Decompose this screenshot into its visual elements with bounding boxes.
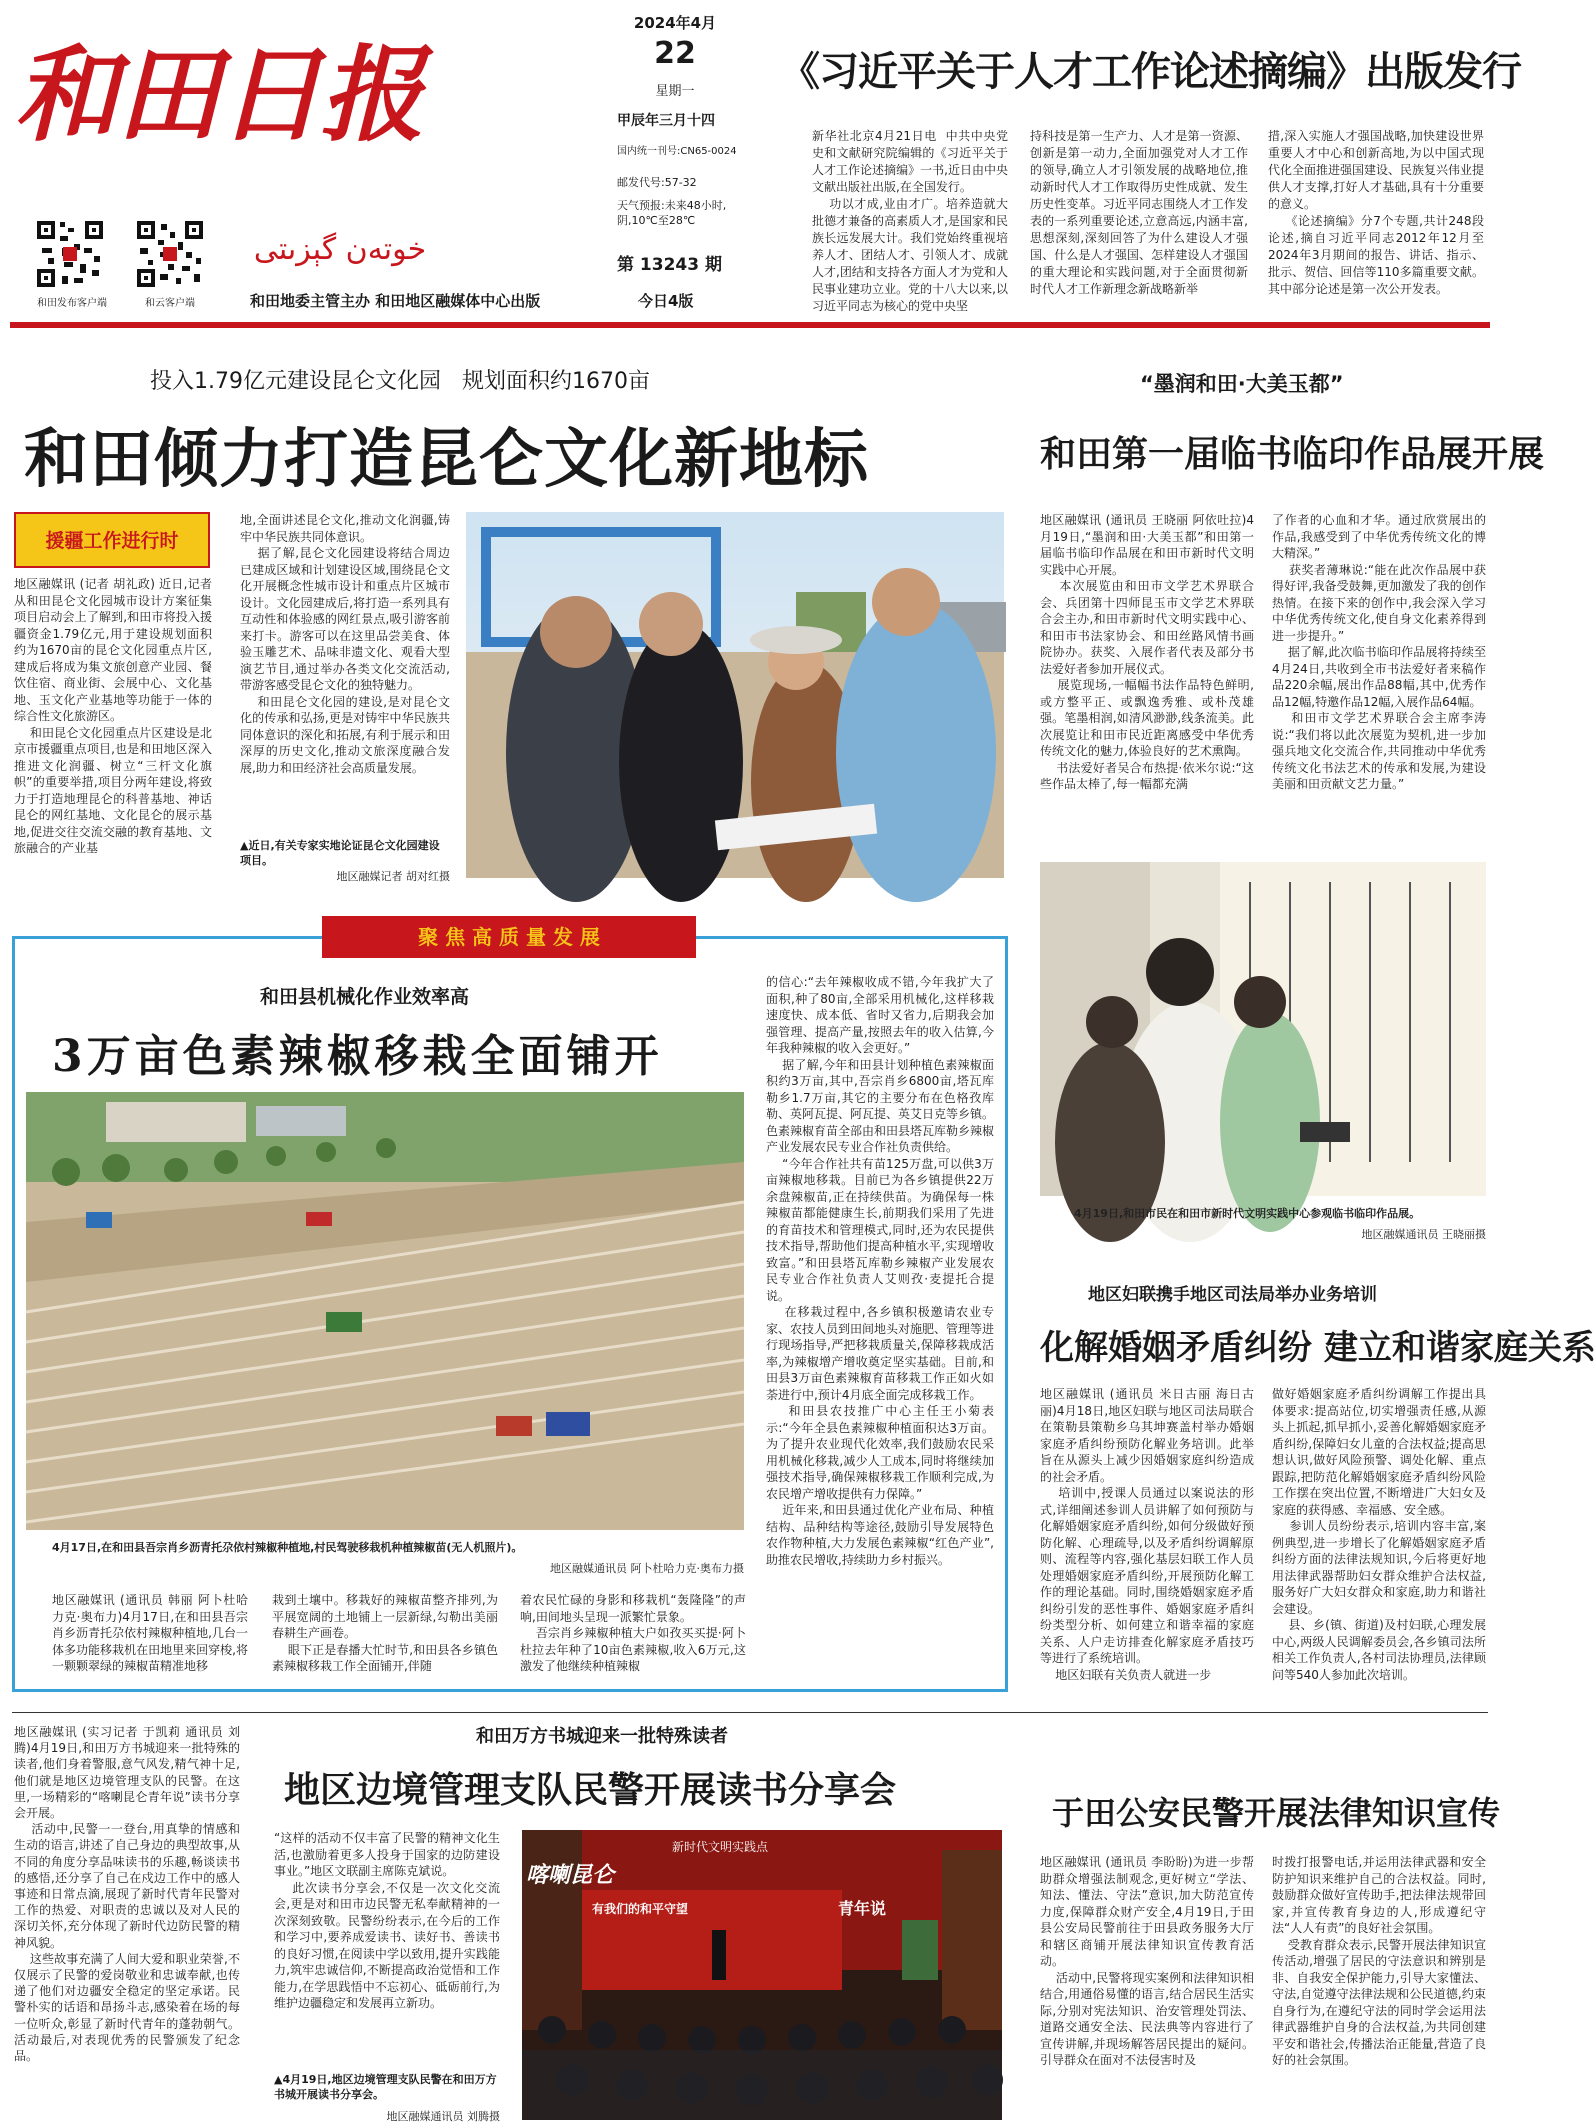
qr-label-2: 和云客户端 [145,298,195,309]
screen-text-karakoram: 喀喇昆仑 [526,1863,615,1888]
masthead-sponsor: 和田地委主管主办 和田地区融媒体中心出版 [250,292,541,310]
marriage-col-1: 地区融媒讯 (通讯员 米日古丽 海日古丽)4月18日,地区妇联与地区司法局联合在策勒县策勒乡乌其坤赛盖村举办婚姻家庭矛盾纠纷预防化解业务培训。此举旨在从源头上减少因婚姻家庭纠纷造成的社会矛盾。 培训中,授课人员通过以案说法的形式,详细阐述参训人员讲解了如何预防与化解婚姻家庭矛盾纠纷,如何分级做好预防化解、心理疏导,以及矛盾纠纷调解原则、流程等内容,强化基层妇联工作人员处理婚姻家庭矛盾纠纷,开展预防化解工作的理论基础。同时,围绕婚姻家庭矛盾纠纷引发的恶性事件、婚姻家庭矛盾纠纷类型分析、如何建立和谐幸福的家庭关系、人户走访排查化解家庭矛盾技巧等进行了系统培训。 地区妇联有关负责人就进一步 [1040,1387,1254,1682]
lead-col-1: 新华社北京4月21日电 中共中央党史和文献研究院编辑的《习近平关于人才工作论述摘编》一书,近日由中央文献出版社出版,在全国发行。 功以才成,业由才广。培养造就大批德才兼备的高素质人才,是国家和民族长远发展大计。我们党始终重视培养人才、团结人才、引领人才、成就人才,团结和支持各方面人才为党和人民事业建功立业。党的十八大以来,以习近平同志为核心的党中央坚 [812,129,1008,313]
weather: 天气预报:未来48小时,阴,10℃至28℃ [617,199,727,227]
pepper-field-photo [26,1092,744,1530]
calligraphy-subtitle: “墨润和田·大美玉都” [1140,372,1344,396]
kunlun-photo-credit: 地区融媒记者 胡对红摄 [336,870,450,883]
kunlun-headline: 和田倾力打造昆仑文化新地标 [24,422,869,497]
kunlun-site-photo [466,512,1004,878]
marriage-headline: 化解婚姻矛盾纠纷 建立和谐家庭关系 [1040,1328,1596,1368]
issue-number: 第 13243 期 [617,255,722,275]
pepper-photo-credit: 地区融媒通讯员 阿卜杜哈力克·奥布力摄 [550,1562,744,1575]
reading-event-photo [522,1830,1002,2120]
pepper-bottom-2: 栽到土壤中。移栽好的辣椒苗整齐排列,为平展宽阔的土地铺上一层新绿,勾勒出美丽春耕生产画卷。 眼下正是春播大忙时节,和田县各乡镇色素辣椒移栽工作全面铺开,伴随 [272,1593,498,1673]
cn-number: 国内统一刊号:CN65-0024 [617,146,737,157]
qr-code-hetian-release[interactable] [34,218,106,290]
marriage-subtitle: 地区妇联携手地区司法局举办业务培训 [1088,1285,1377,1305]
screen-text-practice-point: 新时代文明实践点 [672,1840,769,1854]
pepper-bottom-1: 地区融媒讯 (通讯员 韩丽 阿卜杜哈力克·奥布力)4月17日,在和田县吾宗肖乡沥青托尕依村辣椒种植地,几台一体多功能移栽机在田地里来回穿梭,将一颗颗翠绿的辣椒苗精准地移 [52,1593,248,1673]
date-year-month: 2024年4月 [633,14,717,32]
pages-today: 今日4版 [638,292,694,310]
reading-subtitle: 和田万方书城迎来一批特殊读者 [476,1726,728,1747]
postal-code: 邮发代号:57-32 [617,176,697,189]
reading-caption: ▲4月19日,地区边境管理支队民警在和田万方书城开展读书分享会。 [274,2073,497,2101]
kunlun-col-1: 地区融媒讯 (记者 胡礼政) 近日,记者从和田昆仑文化园城市设计方案征集项目启动会上了解到,和田市将投入援疆资金1.79亿元,用于建设规划面积约为1670亩的昆仑文化园重点片区,建成后将成为集文旅创意产业园、餐饮住宿、商业街、会展中心、文化基地、玉文化产业基地等功能于一体的综合性文化旅游区。 和田昆仑文化园重点片区建设是北京市援疆重点项目,也是和田地区深入推进文化润疆、树立“三杆文化旗帜”的重要举措,项目分两年建设,将致力于打造地理昆仑的科普基地、神话昆仑的网红基地、文化昆仑的展示基地,促进交往交流交融的教育基地、文旅融合的产业基 [14,577,212,855]
calligraphy-col-2: 了作者的心血和才华。通过欣赏展出的作品,我感受到了中华优秀传统文化的博大精深。” 获奖者薄琳说:“能在此次作品展中获得好评,我备受鼓舞,更加激发了我的创作热情。在接下来的创作中,我会深入学习中华优秀传统文化,使自身文化素养得到进一步提升。” 据了解,此次临书临印作品展将持续至4月24日,共收到全市书法爱好者来稿作品220余幅,展出作品88幅,其中,优秀作品12幅,特邀作品12幅,入展作品64幅。 和田市文学艺术界联合会主席李涛说:“我们将以此次展览为契机,进一步加强兵地文化交流合作,共同推动中华优秀传统文化书法艺术的传承和发展,为建设美丽和田贡献文艺力量。” [1272,513,1486,791]
calligraphy-col-1: 地区融媒讯 (通讯员 王晓丽 阿依吐拉)4月19日,“墨润和田·大美玉都”和田第一届临书临印作品展在和田市新时代文明实践中心开展。 本次展览由和田市文学艺术界联合会、兵团第十四师昆玉市文学艺术界联合会主办,和田市新时代文明实践中心、和田市书法家协会、和田丝路风情书画院协办。获奖、入展作者代表及部分书法爱好者参加开展仪式。 展览现场,一幅幅书法作品特色鲜明,或方整平正、或飘逸秀雅、或朴茂雄强。笔墨相润,如清风渺渺,线条流美。此次展览让和田市民近距离感受中华优秀传统文化的魅力,体验良好的艺术熏陶。 书法爱好者吴合布热提·依米尔说:“这些作品太棒了,每一幅都充满 [1040,513,1255,791]
masthead-uyghur: خوتەن گېزىتى [253,232,427,267]
lead-col-3: 措,深入实施人才强国战略,加快建设世界重要人才中心和创新高地,为以中国式现代化全面推进强国建设、民族复兴伟业提供人才支撑,打好人才基础,具有十分重要的意义。 《论述摘编》分7个专题,共计248段论述,摘自习近平同志2012年12月至2024年3月期间的报告、讲话、指示、批示、贺信、回信等110多篇重要文献。其中部分论述是第一次公开发表。 [1268,129,1485,296]
reading-col-1: 地区融媒讯 (实习记者 于凯莉 通讯员 刘腾)4月19日,和田万方书城迎来一批特殊的读者,他们身着警服,意气风发,精气神十足,他们就是地区边境管理支队的民警。在这里,一场精彩的“喀喇昆仑青年说”读书分享会开展。 活动中,民警一一登台,用真挚的情感和生动的语言,讲述了自己身边的典型故事,从不同的角度分享品味读书的乐趣,畅谈读书的感悟,还分享了自己在戍边工作中的感人事迹和日常点滴,展现了新时代青年民警对工作的热爱、对职责的忠诚以及对人民的深切关怀,充分体现了新时代边防民警的精神风貌。 这些故事充满了人间大爱和职业荣誉,不仅展示了民警的爱岗敬业和忠诚奉献,也传递了他们对边疆安全稳定的坚定承诺。民警朴实的话语和昂扬斗志,感染着在场的每一位听众,彰显了新时代青年的蓬勃朝气。活动最后,对表现优秀的民警颁发了纪念品。 [14,1725,240,2064]
pepper-col-right: 的信心:“去年辣椒收成不错,今年我扩大了面积,种了80亩,全部采用机械化,这样移栽速度快、成本低、省时又省力,后期我会加强管理、提高产量,按照去年的收入估算,今年我种辣椒的收入会更好。” 据了解,今年和田县计划种植色素辣椒面积约3万亩,其中,吾宗肖乡6800亩,塔瓦库勒乡1.7万亩,其它的主要分布在色格孜库勒、英阿瓦提、阿瓦提、英艾日克等乡镇。色素辣椒育苗全部由和田县塔瓦库勒乡辣椒产业发展农民专业合作社负责供给。 “今年合作社共有苗125万盘,可以供3万亩辣椒地移栽。目前已为各乡镇提供22万余盘辣椒苗,正在持续供苗。为确保每一株辣椒苗都能健康生长,前期我们采用了先进的育苗技术和管理模式,同时,还为农民提供技术指导,帮助他们提高种植水平,实现增收致富。”和田县塔瓦库勒乡辣椒产业发展农民专业合作社负责人艾则孜·麦提托合提说。 在移栽过程中,各乡镇积极邀请农业专家、农技人员到田间地头对施肥、管理等进行现场指导,严把移栽质量关,保障移栽成活率,为辣椒增产增收奠定坚实基础。目前,和田县3万亩色素辣椒育苗移栽工作正如火如荼进行中,预计4月底全面完成移栽工作。 和田县农技推广中心主任王小菊表示:“今年全县色素辣椒种植面积达3万亩。为了提升农业现代化效率,我们鼓励农民采用机械化移栽,减少人工成本,同时将继续加强技术指导,确保辣椒移栽工作顺利完成,为农民增产增收提供有力保障。” 近年来,和田县通过优化产业布局、种植结构、品种结构等途径,鼓励引导发展特色农作物种植,大力发展色素辣椒“红色产业”,助推农民增收,持续助力乡村振兴。 [766,975,995,1567]
kunlun-subtitle: 投入1.79亿元建设昆仑文化园 规划面积约1670亩 [150,369,650,394]
police-headline: 于田公安民警开展法律知识宣传 [1052,1794,1501,1832]
weekday: 星期一 [655,84,695,99]
qr-label-1: 和田发布客户端 [37,298,107,309]
lead-headline: 《习近平关于人才工作论述摘编》出版发行 [780,48,1521,95]
police-col-2: 时拨打报警电话,并运用法律武器和安全防护知识来维护自己的合法权益。同时,鼓励群众做好宣传助手,把法律法规带回家,并宣传教育身边的人,形成遵纪守法“人人有责”的良好社会氛围。 受教育群众表示,民警开展法律知识宣传活动,增强了居民的守法意识和辨别是非、自我安全保护能力,引导大家懂法、守法,自觉遵守法律法规和公民道德,约束自身行为,在遵纪守法的同时学会运用法律武器维护自身的合法权益,为共同创建平安和谐社会,传播法治正能量,营造了良好的社会氛围。 [1272,1855,1486,2067]
pepper-caption: 4月17日,在和田县吾宗肖乡沥青托尕依村辣椒种植地,村民驾驶移栽机种植辣椒苗(无人机照片)。 [52,1541,523,1554]
lead-col-2: 持科技是第一生产力、人才是第一资源、创新是第一动力,全面加强党对人才工作的领导,确立人才引领发展的战略地位,推动新时代人才工作取得历史性成就、发生历史性变革。习近平同志围绕人才工作发表的一系列重要论述,立意高远,内涵丰富,思想深刻,深刻回答了为什么建设人才强国、什么是人才强国、怎样建设人才强国的重大理论和实践问题,对于全面贯彻新时代人才工作新理念新战略新举 [1030,129,1248,296]
section-rule [12,1712,1488,1713]
date-day: 22 [654,36,696,71]
screen-text-peace: 有我们的和平守望 [592,1902,689,1916]
quality-banner [322,916,696,958]
masthead-rule [10,322,1490,328]
kunlun-col-2: 地,全面讲述昆仑文化,推动文化润疆,铸牢中华民族共同体意识。 据了解,昆仑文化园建设将结合周边已建成区域和计划建设区域,围绕昆仑文化开展概念性城市设计和重点片区城市设计。文化园建成后,将打造一系列具有互动性和体验感的网红景点,吸引游客前来打卡。游客可以在这里品尝美食、体验玉雕艺术、品味非遗文化、观看大型演艺节目,通过举办各类文化交流活动,带游客感受昆仑文化的独特魅力。 和田昆仑文化园的建设,是对昆仑文化的传承和弘扬,更是对铸牢中华民族共同体意识的深化和拓展,有利于展示和田深厚的历史文化,推动文旅深度融合发展,助力和田经济社会高质量发展。 [240,513,450,775]
screen-text-youth: 青年说 [838,1899,887,1918]
quality-banner-text: 聚 焦 高 质 量 发 展 [418,925,600,949]
qr-code-heyun[interactable] [134,218,206,290]
aid-xinjiang-badge-text: 援疆工作进行时 [45,530,179,552]
lunar-date: 甲辰年三月十四 [617,113,715,129]
pepper-bottom-3: 着农民忙碌的身影和移栽机“轰隆隆”的声响,田间地头呈现一派繁忙景象。 吾宗肖乡辣椒种植大户如孜买买提·阿卜杜拉去年种了10亩色素辣椒,收入6万元,这激发了他继续种植辣椒 [520,1593,746,1673]
reading-col-2: “这样的活动不仅丰富了民警的精神文化生活,也激励着更多人投身于国家的边防建设事业。”地区文联副主席陈克斌说。 此次读书分享会,不仅是一次文化交流会,更是对和田市边民警无私奉献精神的一次深刻致敬。民警纷纷表示,在今后的工作和学习中,要养成爱读书、读好书、善读书的良好习惯,在阅读中学以致用,提升实践能力,筑牢忠诚信仰,不断提高政治觉悟和工作能力,在学思践悟中不忘初心、砥砺前行,为维护边疆稳定和发展再立新功。 [274,1831,500,2010]
pepper-headline: 3万亩色素辣椒移栽全面铺开 [52,1031,663,1082]
calligraphy-photo-credit: 地区融媒通讯员 王晓丽摄 [1361,1228,1486,1241]
aid-xinjiang-badge [14,512,210,568]
masthead-title: 和田日报 [14,33,423,156]
kunlun-caption: ▲近日,有关专家实地论证昆仑文化园建设项目。 [240,839,440,867]
reading-photo-credit: 地区融媒通讯员 刘腾摄 [386,2110,500,2123]
calligraphy-headline: 和田第一届临书临印作品展开展 [1040,433,1545,475]
reading-headline: 地区边境管理支队民警开展读书分享会 [284,1769,897,1811]
calligraphy-caption: 4月19日,和田市民在和田市新时代文明实践中心参观临书临印作品展。 [1074,1207,1421,1220]
police-col-1: 地区融媒讯 (通讯员 李盼盼)为进一步帮助群众增强法制观念,更好树立“学法、知法、懂法、守法”意识,加大防范宣传力度,保障群众财产安全,4月19日,于田县公安局民警前往于田县政务服务大厅和辖区商铺开展法律知识宣传教育活动。 活动中,民警将现实案例和法律知识相结合,用通俗易懂的语言,结合居民生活实际,分别对宪法知识、治安管理处罚法、道路交通安全法、民法典等内容进行了宣传讲解,并现场解答居民提出的疑问。引导群众在面对不法侵害时及 [1040,1855,1254,2067]
marriage-col-2: 做好婚姻家庭矛盾纠纷调解工作提出具体要求:提高站位,切实增强责任感,从源头上抓起,抓早抓小,妥善化解婚姻家庭矛盾纠纷,保障妇女儿童的合法权益;提高思想认识,做好风险预警、调处化解、重点跟踪,把防范化解婚姻家庭矛盾纠纷风险工作摆在突出位置,不断增进广大妇女及家庭的获得感、幸福感、安全感。 参训人员纷纷表示,培训内容丰富,案例典型,进一步增长了化解婚姻家庭矛盾纠纷方面的法律法规知识,今后将更好地用法律武器帮助妇女群众维护合法权益,服务好广大妇女群众和家庭,助力和谐社会建设。 县、乡(镇、街道)及村妇联,心理发展中心,两级人民调解委员会,各乡镇司法所相关工作负责人,各村司法协理员,法律顾问等540人参加此次培训。 [1272,1387,1486,1682]
calligraphy-photo [1040,862,1486,1196]
pepper-subtitle: 和田县机械化作业效率高 [260,986,470,1008]
